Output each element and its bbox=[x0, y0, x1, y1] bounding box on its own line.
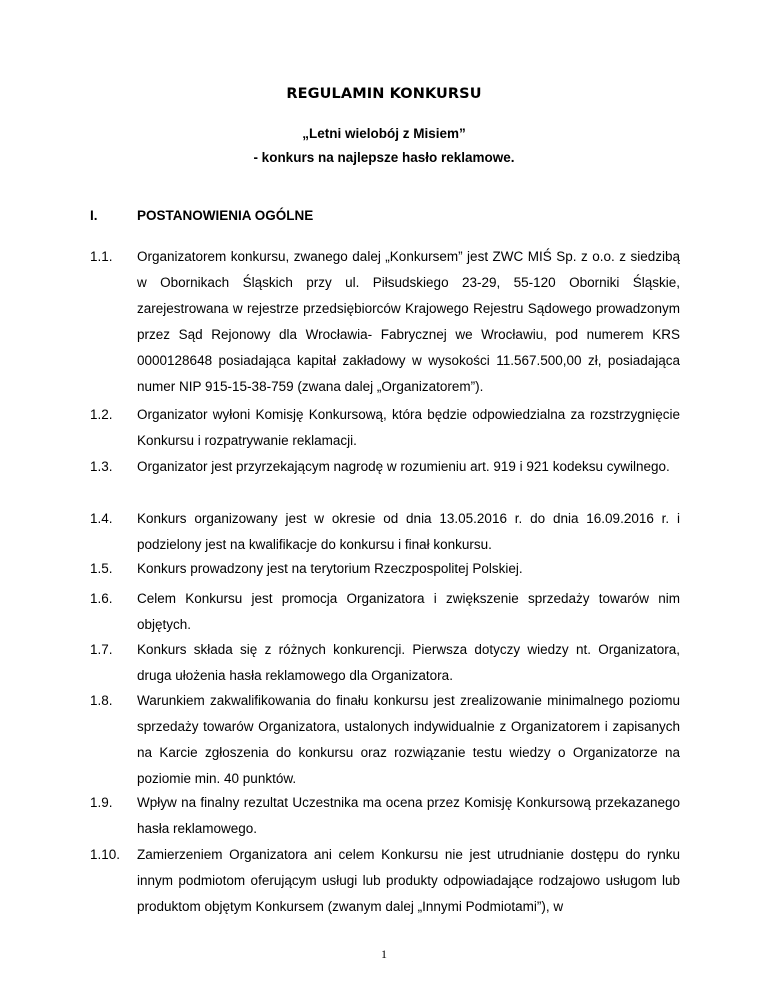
paragraph-text: Konkurs składa się z różnych konkurencji. Pierwsza dotyczy wiedzy nt. Organizatora, druga ułożenia hasła reklamowego dla Organizatora. bbox=[137, 642, 680, 683]
paragraph-number: 1.10. bbox=[90, 847, 121, 862]
contest-name: „Letni wielobój z Misiem” bbox=[302, 126, 466, 141]
paragraph-number: 1.8. bbox=[90, 693, 113, 708]
paragraph-text: Konkurs prowadzony jest na terytorium Rzeczpospolitej Polskiej. bbox=[137, 561, 523, 576]
paragraph-text: Celem Konkursu jest promocja Organizatora i zwiększenie sprzedaży towarów nim objętych. bbox=[137, 591, 680, 632]
paragraph-text: Warunkiem zakwalifikowania do finału konkursu jest zrealizowanie minimalnego poziomu sprzedaży towarów Organizatora, ustalonych indywidualnie z Organizatorem i zapisanych na Karcie zgłoszenia do konkursu oraz rozwiązanie testu wiedzy o Organizatorze na poziomie min. 40 punktów. bbox=[137, 693, 680, 786]
paragraph-text: Wpływ na finalny rezultat Uczestnika ma ocena przez Komisję Konkursową przekazanego hasła reklamowego. bbox=[137, 795, 680, 836]
paragraph-number: 1.9. bbox=[90, 795, 113, 810]
paragraph-text: Organizator jest przyrzekającym nagrodę w rozumieniu art. 919 i 921 kodeksu cywilnego. bbox=[137, 459, 670, 474]
section-title: POSTANOWIENIA OGÓLNE bbox=[137, 208, 314, 223]
paragraph-number: 1.7. bbox=[90, 642, 113, 657]
contest-description: - konkurs na najlepsze hasło reklamowe. bbox=[253, 150, 515, 165]
paragraph-number: 1.1. bbox=[90, 249, 113, 264]
paragraph-text: Organizator wyłoni Komisję Konkursową, która będzie odpowiedzialna za rozstrzygnięcie Konkursu i rozpatrywanie reklamacji. bbox=[137, 407, 680, 448]
paragraph-number: 1.2. bbox=[90, 407, 113, 422]
paragraph-number: 1.5. bbox=[90, 561, 113, 576]
document-title: REGULAMIN KONKURSU bbox=[286, 86, 482, 102]
paragraph-number: 1.3. bbox=[90, 459, 113, 474]
paragraph-text: Zamierzeniem Organizatora ani celem Konkursu nie jest utrudnianie dostępu do rynku innym podmiotom oferującym usługi lub produkty odpowiadające rodzajowo usługom lub produktom objętym Konkursem (zwanym dalej „Innymi Podmiotami”), w bbox=[137, 847, 680, 914]
paragraph-number: 1.4. bbox=[90, 511, 113, 526]
page-number: 1 bbox=[381, 947, 387, 961]
paragraph-number: 1.6. bbox=[90, 591, 113, 606]
section-number: I. bbox=[90, 208, 98, 223]
paragraph-text: Organizatorem konkursu, zwanego dalej „Konkursem” jest ZWC MIŚ Sp. z o.o. z siedzibą w Obornikach Śląskich przy ul. Piłsudskiego 23-29, 55-120 Oborniki Śląskie, zarejestrowana w rejestrze przedsiębiorców Krajowego Rejestru Sądowego prowadzonym przez Sąd Rejonowy dla Wrocławia- Fabrycznej we Wrocławiu, pod numerem KRS 0000128648 posiadająca kapitał zakładowy w wysokości 11.567.500,00 zł, posiadająca numer NIP 915-15-38-759 (zwana dalej „Organizatorem”). bbox=[137, 249, 680, 394]
paragraph-text: Konkurs organizowany jest w okresie od dnia 13.05.2016 r. do dnia 16.09.2016 r. i podzielony jest na kwalifikacje do konkursu i finał konkursu. bbox=[137, 511, 680, 552]
